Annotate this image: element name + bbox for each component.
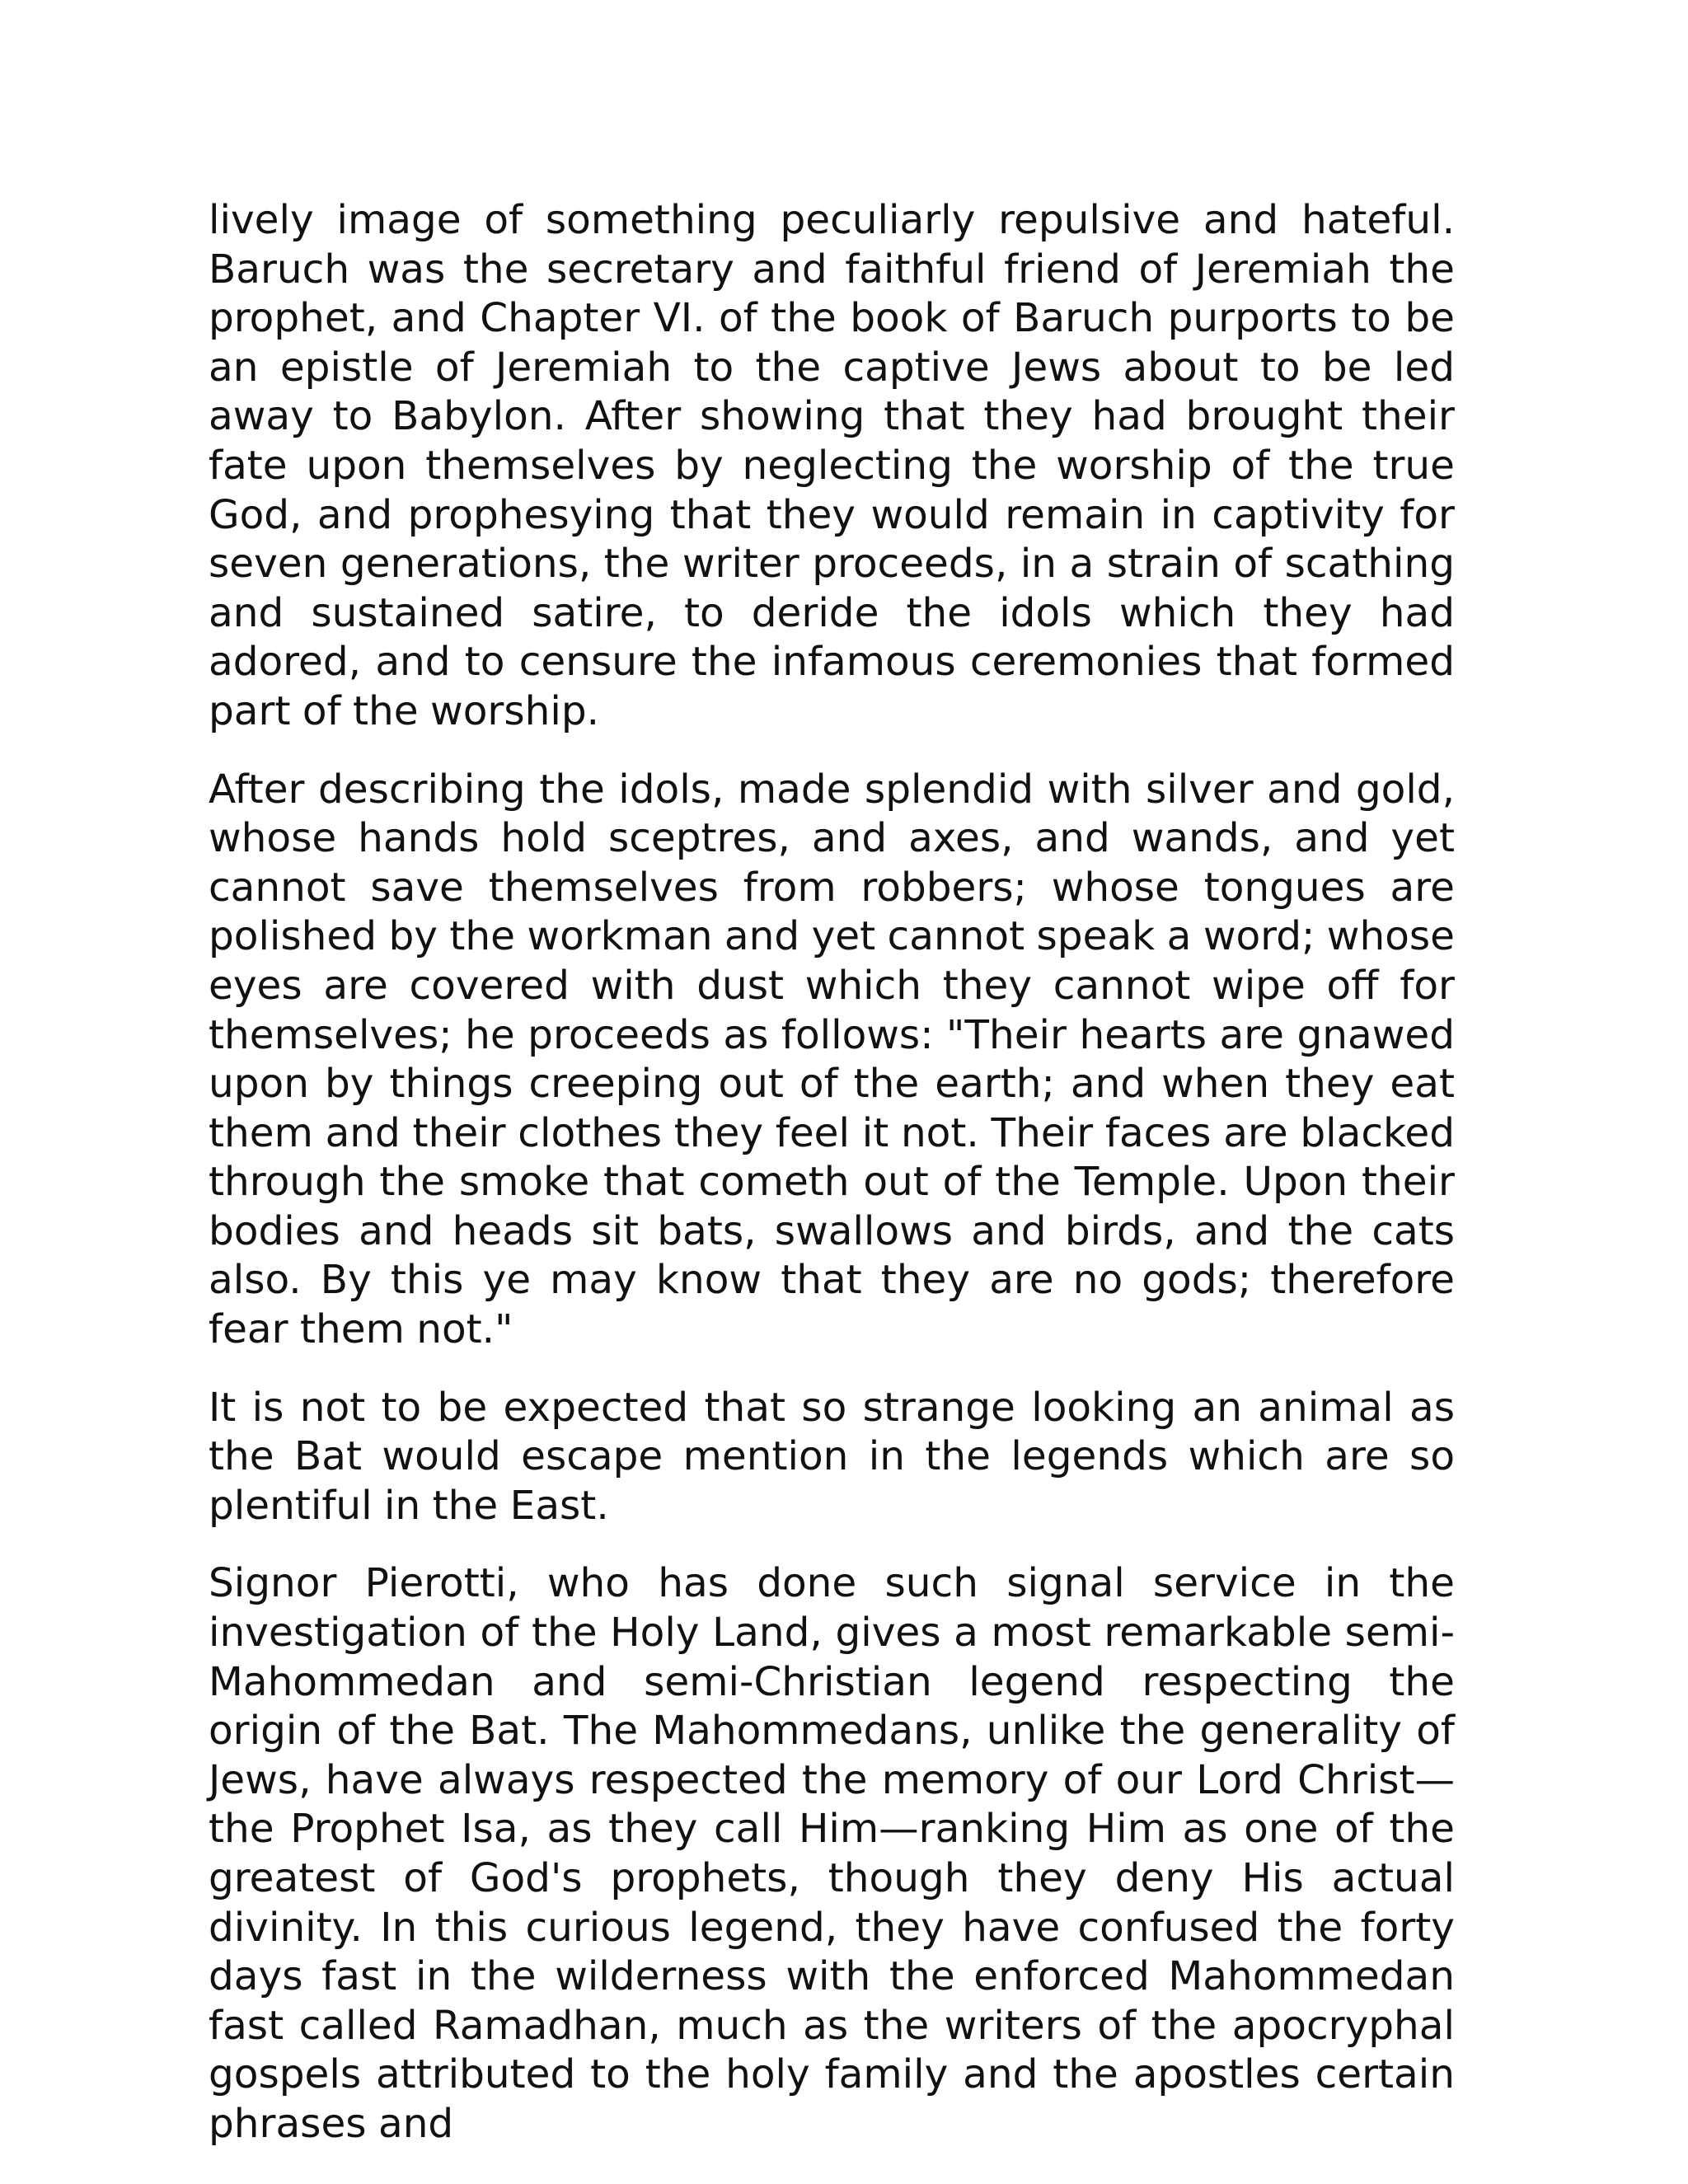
paragraph-4: Signor Pierotti, who has done such signal service in the investigation of the Holy Land, gives a most remarkable semi-Mahommedan and semi-Christian legend respecting the origin of the Bat. The Mahommedans, unlike the generality of Jews, have always respected the memory of our Lord Christ—the Prophet Isa, as they call Him—ranking Him as one of the greatest of God's prophets, though they deny His actual divinity. In this curious legend, they have confused the forty days fast in the wilderness with the enforced Mahommedan fast called Ramadhan, much as the writers of the apocryphal gospels attributed to the holy family and the apostles certain phrases and <box>209 1560 1455 2147</box>
paragraph-2: After describing the idols, made splendid with silver and gold, whose hands hold sceptres, and axes, and wands, and yet cannot save themselves from robbers; whose tongues are polished by the workman and yet cannot speak a word; whose eyes are covered with dust which they cannot wipe off for themselves; he proceeds as follows: "Their hearts are gnawed upon by things creeping out of the earth; and when they eat them and their clothes they feel it not. Their faces are blacked through the smoke that cometh out of the Temple. Upon their bodies and heads sit bats, swallows and birds, and the cats also. By this ye may know that they are no gods; therefore fear them not." <box>209 766 1455 1353</box>
document-page <box>209 196 1455 2178</box>
paragraph-3: It is not to be expected that so strange looking an animal as the Bat would escape mention in the legends which are so plentiful in the East. <box>209 1384 1455 1529</box>
paragraph-1: lively image of something peculiarly repulsive and hateful. Baruch was the secretary and faithful friend of Jeremiah the prophet, and Chapter VI. of the book of Baruch purports to be an epistle of Jeremiah to the captive Jews about to be led away to Babylon. After showing that they had brought their fate upon themselves by neglecting the worship of the true God, and prophesying that they would remain in captivity for seven generations, the writer proceeds, in a strain of scathing and sustained satire, to deride the idols which they had adored, and to censure the infamous ceremonies that formed part of the worship. <box>209 197 1455 734</box>
